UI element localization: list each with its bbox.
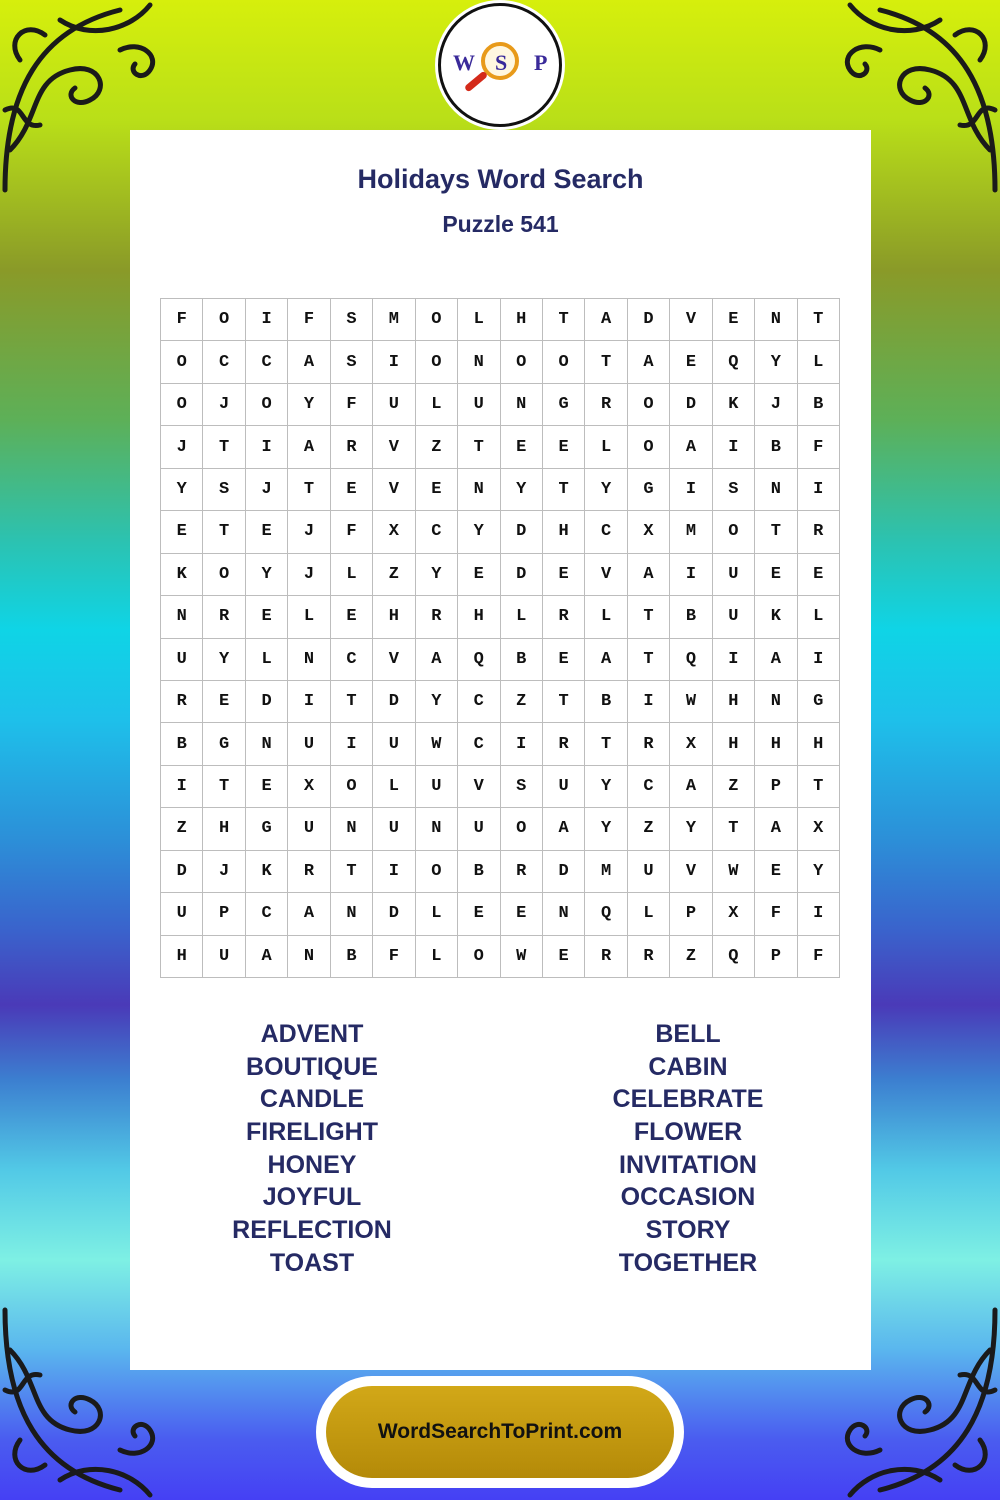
word-list-item: CELEBRATE (612, 1085, 764, 1114)
grid-cell[interactable]: W (416, 723, 458, 765)
grid-cell[interactable]: A (246, 936, 288, 978)
grid-cell[interactable]: I (670, 469, 712, 511)
grid-cell[interactable]: W (501, 936, 543, 978)
grid-cell[interactable]: F (331, 511, 373, 553)
grid-cell[interactable]: E (755, 554, 797, 596)
grid-cell[interactable]: B (458, 851, 500, 893)
grid-cell[interactable]: R (628, 936, 670, 978)
grid-cell[interactable]: C (585, 511, 627, 553)
grid-cell[interactable]: X (670, 723, 712, 765)
grid-cell[interactable]: R (416, 596, 458, 638)
grid-cell[interactable]: U (543, 766, 585, 808)
grid-cell[interactable]: R (161, 681, 203, 723)
grid-cell[interactable]: I (798, 469, 840, 511)
grid-cell[interactable]: Y (755, 341, 797, 383)
grid-cell[interactable]: O (416, 299, 458, 341)
grid-cell[interactable]: Z (416, 426, 458, 468)
grid-cell[interactable]: B (798, 384, 840, 426)
grid-cell[interactable]: L (798, 341, 840, 383)
grid-cell[interactable]: H (203, 808, 245, 850)
grid-cell[interactable]: U (161, 893, 203, 935)
grid-cell[interactable]: T (628, 639, 670, 681)
grid-cell[interactable]: I (246, 426, 288, 468)
grid-cell[interactable]: L (416, 893, 458, 935)
grid-cell[interactable]: G (543, 384, 585, 426)
grid-cell[interactable]: V (373, 469, 415, 511)
grid-cell[interactable]: N (161, 596, 203, 638)
grid-cell[interactable]: V (373, 426, 415, 468)
grid-cell[interactable]: U (288, 723, 330, 765)
logo-letter-p: P (534, 50, 548, 75)
grid-cell[interactable]: H (501, 299, 543, 341)
grid-cell[interactable]: B (331, 936, 373, 978)
grid-cell[interactable]: S (331, 299, 373, 341)
wsp-logo (438, 3, 562, 127)
grid-cell[interactable]: X (798, 808, 840, 850)
grid-cell[interactable]: K (755, 596, 797, 638)
grid-cell[interactable]: U (713, 554, 755, 596)
grid-cell[interactable]: E (543, 554, 585, 596)
grid-cell[interactable]: E (501, 426, 543, 468)
grid-cell[interactable]: M (373, 299, 415, 341)
grid-cell[interactable]: J (203, 384, 245, 426)
grid-cell[interactable]: S (203, 469, 245, 511)
grid-cell[interactable]: L (373, 766, 415, 808)
grid-cell[interactable]: K (713, 384, 755, 426)
word-list-item: FLOWER (633, 1118, 743, 1147)
grid-cell[interactable]: T (713, 808, 755, 850)
grid-cell[interactable]: E (331, 469, 373, 511)
word-list-item: CABIN (648, 1052, 728, 1081)
grid-cell[interactable]: E (416, 469, 458, 511)
grid-cell[interactable]: B (755, 426, 797, 468)
grid-cell[interactable]: H (755, 723, 797, 765)
grid-cell[interactable]: E (501, 893, 543, 935)
grid-cell[interactable]: V (585, 554, 627, 596)
grid-cell[interactable]: O (543, 341, 585, 383)
grid-cell[interactable]: Y (458, 511, 500, 553)
grid-cell[interactable]: R (203, 596, 245, 638)
grid-cell[interactable]: R (798, 511, 840, 553)
grid-cell[interactable]: R (585, 384, 627, 426)
grid-cell[interactable]: C (458, 681, 500, 723)
grid-cell[interactable]: R (543, 596, 585, 638)
grid-cell[interactable]: N (501, 384, 543, 426)
word-list-item: TOGETHER (618, 1248, 758, 1277)
grid-cell[interactable]: I (798, 639, 840, 681)
word-list-item: REFLECTION (232, 1216, 392, 1245)
grid-cell[interactable]: T (543, 681, 585, 723)
grid-cell[interactable]: T (585, 723, 627, 765)
grid-cell[interactable]: I (373, 851, 415, 893)
grid-cell[interactable]: C (246, 341, 288, 383)
grid-cell[interactable]: L (416, 936, 458, 978)
grid-cell[interactable]: H (713, 723, 755, 765)
grid-cell[interactable]: N (755, 469, 797, 511)
grid-cell[interactable]: L (501, 596, 543, 638)
grid-cell[interactable]: W (670, 681, 712, 723)
grid-cell[interactable]: J (161, 426, 203, 468)
grid-cell[interactable]: T (585, 341, 627, 383)
grid-cell[interactable]: D (161, 851, 203, 893)
grid-cell[interactable]: I (288, 681, 330, 723)
grid-cell[interactable]: T (458, 426, 500, 468)
grid-cell[interactable]: F (161, 299, 203, 341)
grid-cell[interactable]: V (373, 639, 415, 681)
grid-cell[interactable]: D (543, 851, 585, 893)
grid-cell[interactable]: E (246, 511, 288, 553)
grid-cell[interactable]: E (543, 936, 585, 978)
grid-cell[interactable]: D (501, 554, 543, 596)
grid-cell[interactable]: D (373, 681, 415, 723)
grid-cell[interactable]: H (798, 723, 840, 765)
word-list-right (538, 1018, 838, 1280)
grid-cell[interactable]: S (331, 341, 373, 383)
grid-cell[interactable]: P (755, 936, 797, 978)
grid-cell[interactable]: X (288, 766, 330, 808)
grid-cell[interactable]: R (331, 426, 373, 468)
grid-cell[interactable]: L (585, 596, 627, 638)
grid-cell[interactable]: Y (501, 469, 543, 511)
grid-cell[interactable]: U (373, 808, 415, 850)
word-list-item: INVITATION (619, 1150, 757, 1179)
grid-cell[interactable]: U (288, 808, 330, 850)
grid-cell[interactable]: C (203, 341, 245, 383)
grid-cell[interactable]: I (373, 341, 415, 383)
grid-cell[interactable]: T (798, 299, 840, 341)
grid-cell[interactable]: A (543, 808, 585, 850)
grid-cell[interactable]: O (628, 384, 670, 426)
grid-cell[interactable]: N (458, 469, 500, 511)
grid-cell[interactable]: O (501, 341, 543, 383)
grid-cell[interactable]: V (670, 299, 712, 341)
grid-cell[interactable]: O (501, 808, 543, 850)
grid-cell[interactable]: X (628, 511, 670, 553)
grid-cell[interactable]: I (798, 893, 840, 935)
grid-cell[interactable]: O (331, 766, 373, 808)
grid-cell[interactable]: U (161, 639, 203, 681)
grid-cell[interactable]: K (246, 851, 288, 893)
grid-cell[interactable]: N (288, 639, 330, 681)
grid-cell[interactable]: O (203, 554, 245, 596)
grid-cell[interactable]: A (670, 766, 712, 808)
grid-cell[interactable]: L (458, 299, 500, 341)
grid-cell[interactable]: A (585, 639, 627, 681)
grid-cell[interactable]: Y (585, 766, 627, 808)
grid-cell[interactable]: E (798, 554, 840, 596)
grid-cell[interactable]: N (543, 893, 585, 935)
grid-cell[interactable]: D (670, 384, 712, 426)
grid-cell[interactable]: U (373, 723, 415, 765)
grid-cell[interactable]: C (628, 766, 670, 808)
grid-cell[interactable]: H (373, 596, 415, 638)
grid-cell[interactable]: I (628, 681, 670, 723)
grid-cell[interactable]: J (288, 511, 330, 553)
grid-cell[interactable]: B (501, 639, 543, 681)
grid-cell[interactable]: O (713, 511, 755, 553)
grid-cell[interactable]: A (755, 639, 797, 681)
grid-cell[interactable]: T (543, 469, 585, 511)
grid-cell[interactable]: Z (501, 681, 543, 723)
grid-cell[interactable]: A (288, 426, 330, 468)
grid-cell[interactable]: L (798, 596, 840, 638)
grid-cell[interactable]: Y (288, 384, 330, 426)
grid-cell[interactable]: R (585, 936, 627, 978)
grid-cell[interactable]: A (288, 341, 330, 383)
word-list-item: FIRELIGHT (246, 1118, 378, 1147)
grid-cell[interactable]: A (416, 639, 458, 681)
grid-cell[interactable]: G (246, 808, 288, 850)
grid-cell[interactable]: P (203, 893, 245, 935)
grid-cell[interactable]: A (585, 299, 627, 341)
grid-cell[interactable]: I (246, 299, 288, 341)
grid-cell[interactable]: E (246, 766, 288, 808)
grid-cell[interactable]: T (798, 766, 840, 808)
grid-cell[interactable]: I (713, 639, 755, 681)
grid-cell[interactable]: O (246, 384, 288, 426)
grid-cell[interactable]: A (288, 893, 330, 935)
grid-cell[interactable]: G (203, 723, 245, 765)
grid-cell[interactable]: U (416, 766, 458, 808)
grid-cell[interactable]: C (331, 639, 373, 681)
grid-cell[interactable]: L (585, 426, 627, 468)
grid-cell[interactable]: J (203, 851, 245, 893)
word-list-item: BOUTIQUE (246, 1052, 378, 1081)
grid-cell[interactable]: P (755, 766, 797, 808)
grid-cell[interactable]: Y (246, 554, 288, 596)
grid-cell[interactable]: Y (670, 808, 712, 850)
grid-cell[interactable]: Y (203, 639, 245, 681)
grid-cell[interactable]: D (373, 893, 415, 935)
word-list-item: CANDLE (259, 1085, 365, 1114)
grid-cell[interactable]: N (331, 808, 373, 850)
word-list-left (162, 1018, 462, 1280)
grid-cell[interactable]: U (628, 851, 670, 893)
word-list-item: STORY (645, 1216, 731, 1245)
logo-letter-s: S (495, 50, 508, 75)
grid-cell[interactable]: E (458, 893, 500, 935)
grid-cell[interactable]: F (373, 936, 415, 978)
grid-cell[interactable]: L (288, 596, 330, 638)
grid-cell[interactable]: Y (416, 681, 458, 723)
puzzle-number: Puzzle 541 (442, 211, 559, 237)
grid-cell[interactable]: O (416, 851, 458, 893)
grid-cell[interactable]: O (161, 384, 203, 426)
grid-cell[interactable]: D (628, 299, 670, 341)
grid-cell[interactable]: Y (585, 808, 627, 850)
site-link[interactable]: WordSearchToPrint.com (326, 1386, 674, 1478)
grid-cell[interactable]: Q (670, 639, 712, 681)
grid-cell[interactable]: I (670, 554, 712, 596)
grid-cell[interactable]: E (543, 639, 585, 681)
grid-cell[interactable]: C (416, 511, 458, 553)
grid-cell[interactable]: S (501, 766, 543, 808)
grid-cell[interactable]: Z (713, 766, 755, 808)
grid-cell[interactable]: N (246, 723, 288, 765)
grid-cell[interactable]: E (331, 596, 373, 638)
logo-letter-w: W (453, 50, 475, 75)
grid-cell[interactable]: B (585, 681, 627, 723)
grid-cell[interactable]: Y (416, 554, 458, 596)
grid-cell[interactable]: M (585, 851, 627, 893)
grid-cell[interactable]: E (246, 596, 288, 638)
grid-cell[interactable]: T (755, 511, 797, 553)
grid-cell[interactable]: T (203, 766, 245, 808)
grid-cell[interactable]: U (203, 936, 245, 978)
grid-cell[interactable]: Z (161, 808, 203, 850)
word-list-item: JOYFUL (262, 1183, 362, 1212)
grid-cell[interactable]: C (458, 723, 500, 765)
word-list-item: HONEY (267, 1150, 357, 1179)
grid-cell[interactable]: I (161, 766, 203, 808)
grid-cell[interactable]: Q (585, 893, 627, 935)
grid-cell[interactable]: Z (373, 554, 415, 596)
grid-cell[interactable]: E (713, 299, 755, 341)
grid-cell[interactable]: X (713, 893, 755, 935)
grid-cell[interactable]: U (713, 596, 755, 638)
grid-cell[interactable]: T (288, 469, 330, 511)
grid-cell[interactable]: J (246, 469, 288, 511)
grid-cell[interactable]: H (458, 596, 500, 638)
grid-cell[interactable]: A (670, 426, 712, 468)
grid-cell[interactable]: F (331, 384, 373, 426)
grid-cell[interactable]: E (543, 426, 585, 468)
grid-cell[interactable]: O (203, 299, 245, 341)
grid-cell[interactable]: C (246, 893, 288, 935)
grid-cell[interactable]: O (161, 341, 203, 383)
grid-cell[interactable]: H (543, 511, 585, 553)
grid-cell[interactable]: L (331, 554, 373, 596)
page-title: Holidays Word Search (357, 164, 644, 194)
grid-cell[interactable]: N (331, 893, 373, 935)
grid-cell[interactable]: T (203, 511, 245, 553)
grid-cell[interactable]: A (755, 808, 797, 850)
grid-cell[interactable]: T (203, 426, 245, 468)
grid-cell[interactable]: B (670, 596, 712, 638)
grid-cell[interactable]: I (331, 723, 373, 765)
grid-cell[interactable]: G (628, 469, 670, 511)
grid-cell[interactable]: K (161, 554, 203, 596)
grid-cell[interactable]: Y (585, 469, 627, 511)
grid-cell[interactable]: J (755, 384, 797, 426)
grid-cell[interactable]: Z (628, 808, 670, 850)
grid-cell[interactable]: F (755, 893, 797, 935)
grid-cell[interactable]: F (288, 299, 330, 341)
grid-cell[interactable]: R (628, 723, 670, 765)
grid-cell[interactable]: E (161, 511, 203, 553)
grid-cell[interactable]: Z (670, 936, 712, 978)
grid-cell[interactable]: S (713, 469, 755, 511)
grid-cell[interactable]: T (331, 681, 373, 723)
grid-cell[interactable]: M (670, 511, 712, 553)
grid-cell[interactable]: L (416, 384, 458, 426)
grid-cell[interactable]: Y (161, 469, 203, 511)
word-list-item: BELL (655, 1020, 721, 1048)
letter-grid (160, 298, 840, 978)
grid-cell[interactable]: X (373, 511, 415, 553)
grid-cell[interactable]: T (628, 596, 670, 638)
grid-cell[interactable]: A (628, 554, 670, 596)
grid-cell[interactable]: O (416, 341, 458, 383)
grid-cell[interactable]: O (628, 426, 670, 468)
grid-cell[interactable]: W (713, 851, 755, 893)
grid-cell[interactable]: G (798, 681, 840, 723)
grid-cell[interactable]: Q (713, 936, 755, 978)
grid-cell[interactable]: L (246, 639, 288, 681)
grid-cell[interactable]: E (755, 851, 797, 893)
grid-cell[interactable]: U (373, 384, 415, 426)
grid-cell[interactable]: Q (713, 341, 755, 383)
grid-cell[interactable]: U (458, 384, 500, 426)
grid-cell[interactable]: J (288, 554, 330, 596)
grid-cell[interactable]: A (628, 341, 670, 383)
grid-cell[interactable]: O (458, 936, 500, 978)
grid-cell[interactable]: F (798, 426, 840, 468)
grid-cell[interactable]: N (458, 341, 500, 383)
grid-cell[interactable]: B (161, 723, 203, 765)
grid-cell[interactable]: H (161, 936, 203, 978)
grid-cell[interactable]: T (543, 299, 585, 341)
grid-cell[interactable]: Q (458, 639, 500, 681)
grid-cell[interactable]: N (288, 936, 330, 978)
grid-cell[interactable]: N (755, 681, 797, 723)
grid-cell[interactable]: F (798, 936, 840, 978)
grid-cell[interactable]: D (246, 681, 288, 723)
grid-cell[interactable]: E (203, 681, 245, 723)
grid-cell[interactable]: I (713, 426, 755, 468)
grid-cell[interactable]: H (713, 681, 755, 723)
grid-cell[interactable]: V (458, 766, 500, 808)
grid-cell[interactable]: I (501, 723, 543, 765)
grid-cell[interactable]: P (670, 893, 712, 935)
grid-cell[interactable]: R (501, 851, 543, 893)
grid-cell[interactable]: Y (798, 851, 840, 893)
grid-cell[interactable]: V (670, 851, 712, 893)
grid-cell[interactable]: N (416, 808, 458, 850)
word-list-item: OCCASION (620, 1183, 756, 1212)
grid-cell[interactable]: E (458, 554, 500, 596)
word-list-item: TOAST (269, 1248, 355, 1277)
grid-cell[interactable]: N (755, 299, 797, 341)
grid-cell[interactable]: T (331, 851, 373, 893)
grid-cell[interactable]: U (458, 808, 500, 850)
word-list-item: ADVENT (260, 1020, 364, 1048)
grid-cell[interactable]: L (628, 893, 670, 935)
grid-cell[interactable]: D (501, 511, 543, 553)
grid-cell[interactable]: E (670, 341, 712, 383)
grid-cell[interactable]: R (543, 723, 585, 765)
grid-cell[interactable]: R (288, 851, 330, 893)
